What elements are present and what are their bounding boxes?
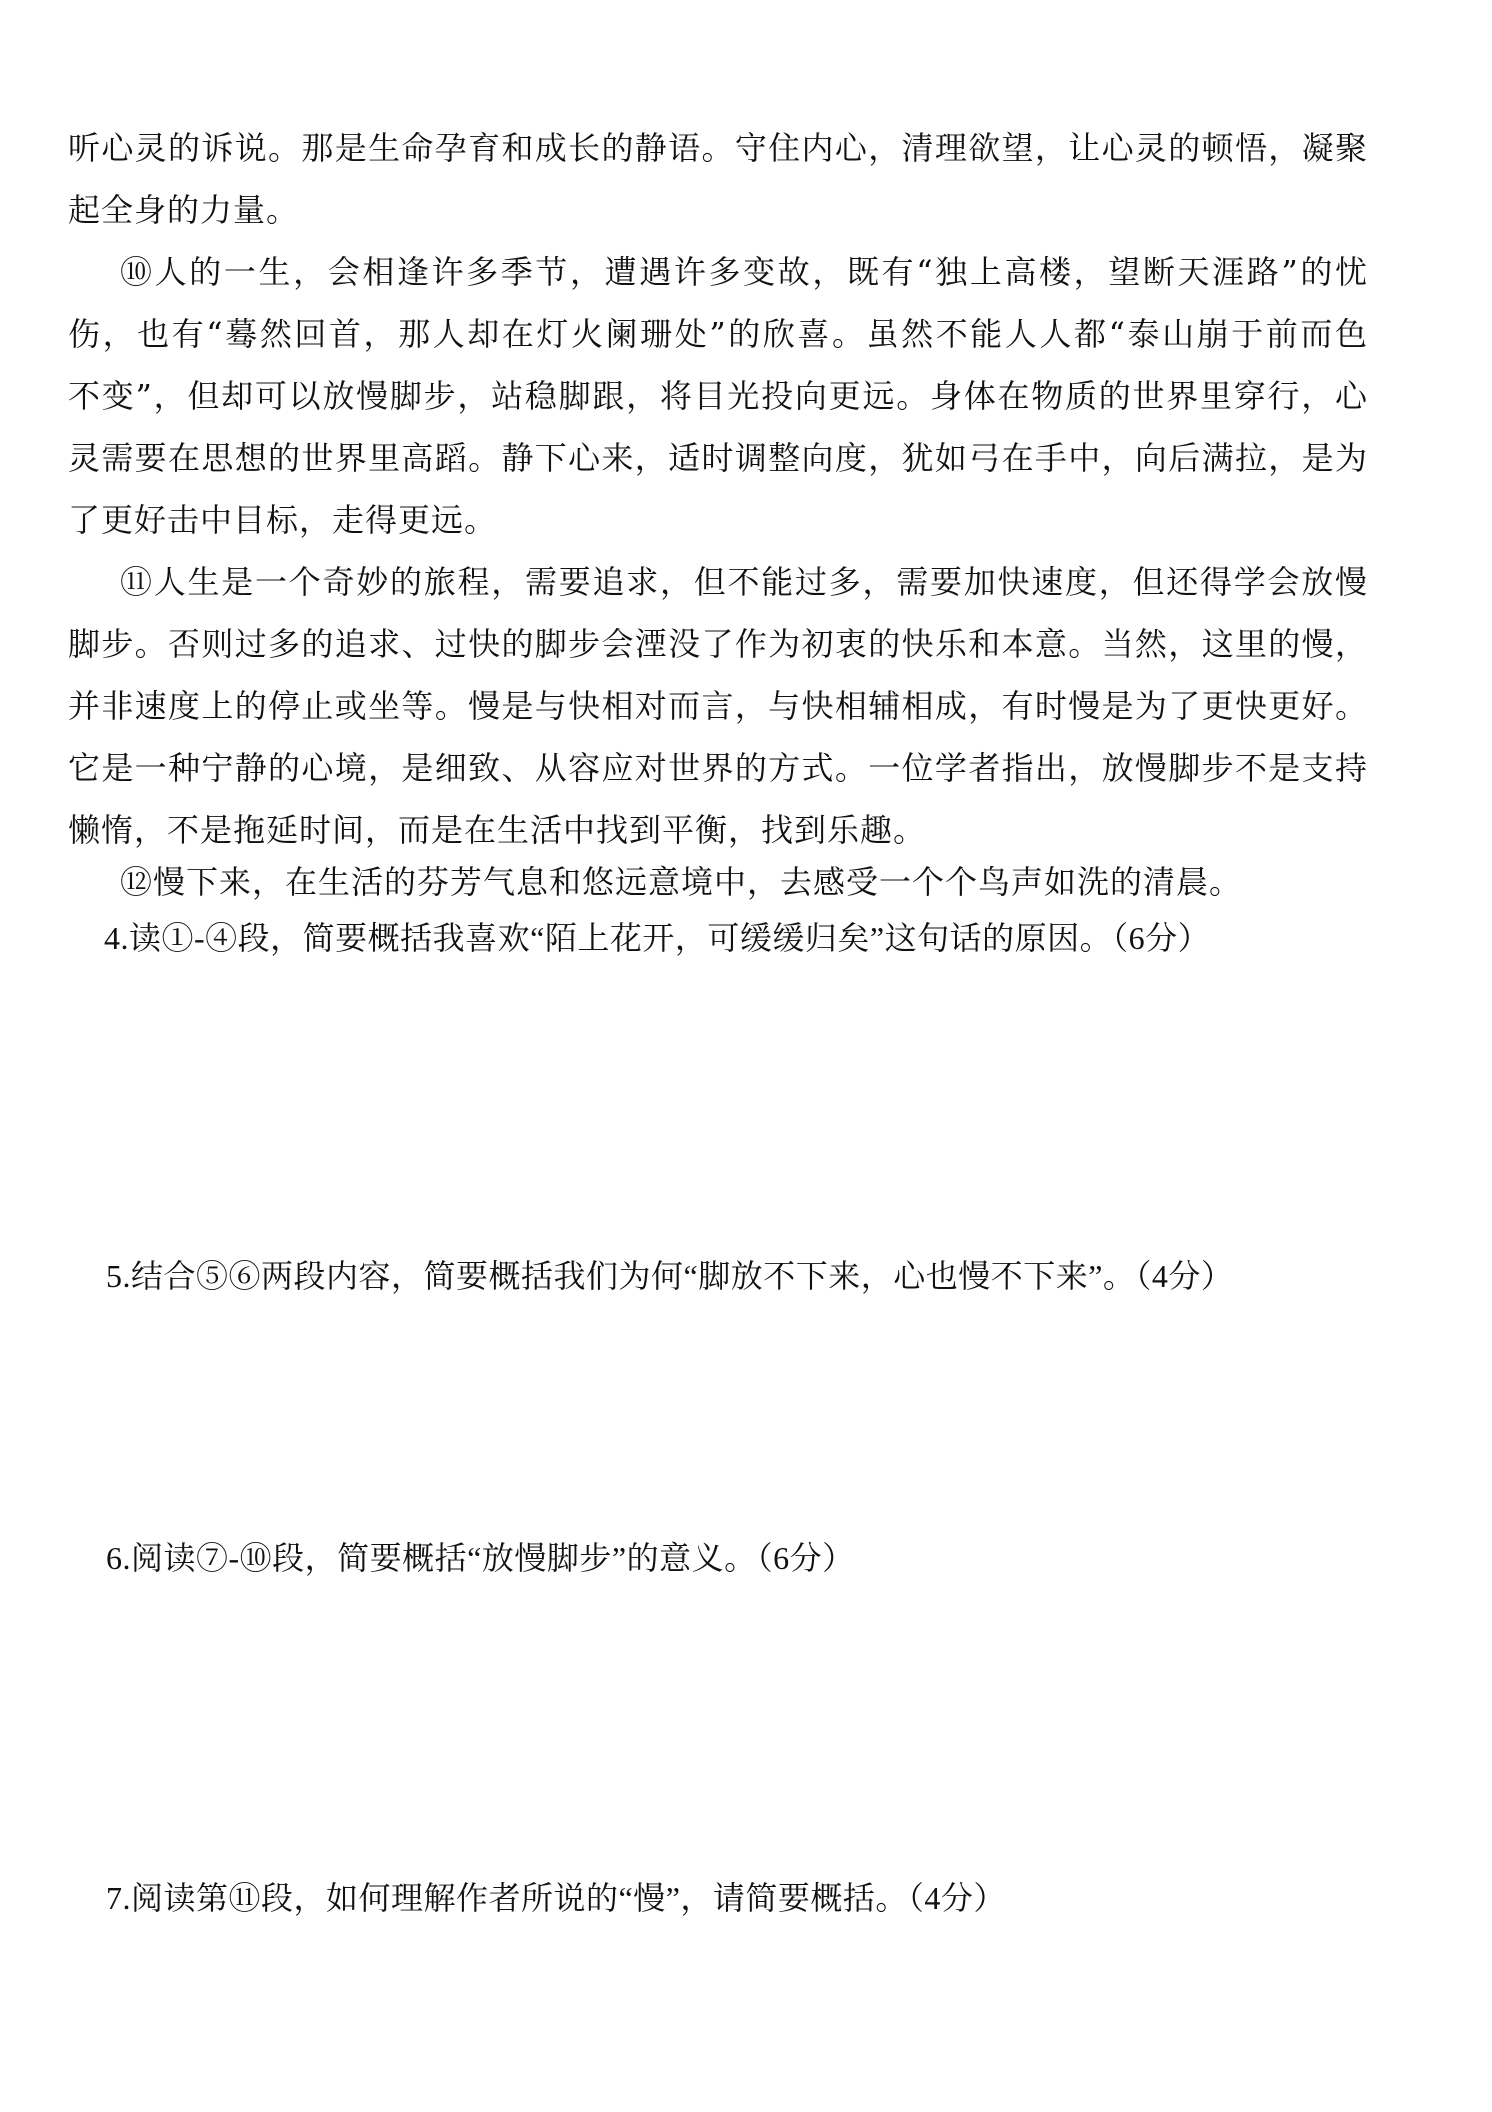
p9-line-1: 听心灵的诉说。那是生命孕育和成长的静语。守住内心，清理欲望，让心灵的顿悟，凝聚 [68,129,1368,167]
answer-area-5[interactable] [68,1308,1368,1518]
answer-area-4[interactable] [68,970,1368,1240]
p11-line-1: ⑪人生是一个奇妙的旅程，需要追求，但不能过多，需要加快速度，但还得学会放慢 [120,563,1368,601]
p11-line-5: 懒惰，不是拖延时间，而是在生活中找到平衡，找到乐趣。 [68,811,927,849]
question-6: 6.阅读⑦-⑩段，简要概括“放慢脚步”的意义。（6分） [106,1540,855,1576]
question-7: 7.阅读第⑪段，如何理解作者所说的“慢”，请简要概括。（4分） [106,1880,1006,1916]
question-4: 4.读①-④段，简要概括我喜欢“陌上花开，可缓缓归矣”这句话的原因。（6分） [104,920,1211,956]
answer-area-7[interactable] [68,1930,1368,2100]
p9-line-2: 起全身的力量。 [68,191,300,229]
p12-line-1: ⑫慢下来，在生活的芬芳气息和悠远意境中，去感受一个个鸟声如洗的清晨。 [120,863,1243,901]
p10-line-4: 灵需要在思想的世界里高蹈。静下心来，适时调整向度，犹如弓在手中，向后满拉，是为 [68,439,1368,477]
p11-line-3: 并非速度上的停止或坐等。慢是与快相对而言，与快相辅相成，有时慢是为了更快更好。 [68,687,1368,725]
p10-line-1: ⑩人的一生，会相逢许多季节，遭遇许多变故，既有“独上高楼，望断天涯路”的忧 [120,253,1368,291]
p10-line-5: 了更好击中目标，走得更远。 [68,501,498,539]
p11-line-4: 它是一种宁静的心境，是细致、从容应对世界的方式。一位学者指出，放慢脚步不是支持 [68,749,1368,787]
p10-line-3: 不变”，但却可以放慢脚步，站稳脚跟，将目光投向更远。身体在物质的世界里穿行，心 [68,377,1368,415]
answer-area-6[interactable] [68,1590,1368,1850]
p11-line-2: 脚步。否则过多的追求、过快的脚步会湮没了作为初衷的快乐和本意。当然，这里的慢， [68,625,1368,663]
question-5: 5.结合⑤⑥两段内容，简要概括我们为何“脚放不下来，心也慢不下来”。（4分） [106,1258,1234,1294]
p10-line-2: 伤，也有“蓦然回首，那人却在灯火阑珊处”的欣喜。虽然不能人人都“泰山崩于前而色 [68,315,1368,353]
